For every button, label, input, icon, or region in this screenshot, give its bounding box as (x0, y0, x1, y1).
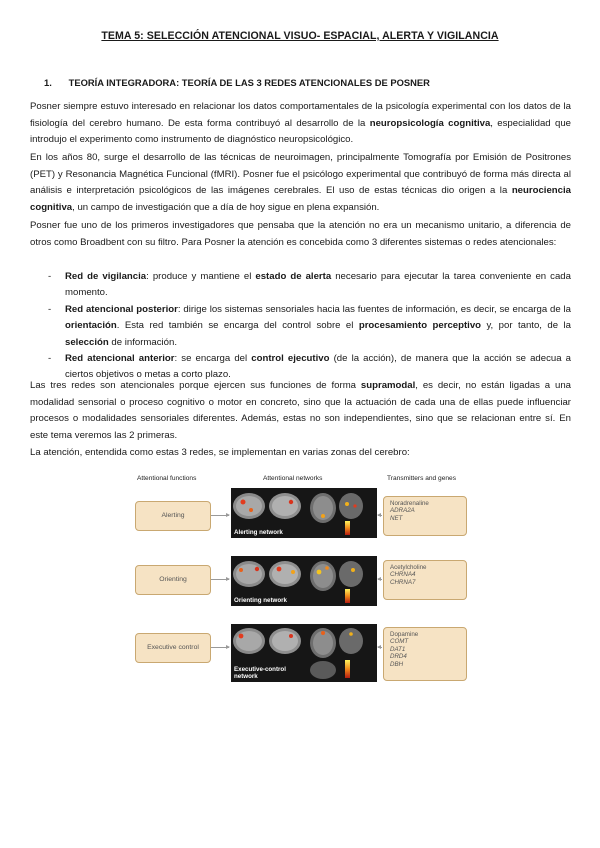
transmitter-label: Dopamine (390, 631, 419, 638)
gene-label: DRD4 (390, 653, 407, 661)
b3-bold: control ejecutivo (251, 353, 330, 365)
gene-label: CHRNA4 (390, 571, 416, 579)
arrow-right (211, 647, 229, 648)
p2-text-end: , un campo de investigación que a día de hoy sigue en plena expansión. (72, 201, 380, 213)
function-box-alerting: Alerting (135, 501, 211, 531)
gene-label: DAT1 (390, 645, 406, 653)
b2-bold-3: selección (65, 336, 109, 348)
list-dash: - (48, 353, 52, 365)
function-box-orienting: Orienting (135, 565, 211, 595)
p4-text: Las tres redes son atencionales porque ejercen sus funciones de forma (30, 380, 361, 391)
arrow-left (378, 579, 382, 580)
list-dash: - (48, 271, 52, 282)
network-label: Alerting network (234, 529, 283, 536)
arrow-left (378, 515, 382, 516)
function-box-executive: Executive control (135, 633, 211, 663)
b2-bold-1: orientación (65, 320, 117, 332)
page-title: TEMA 5: SELECCIÓN ATENCIONAL VISUO- ESPACIAL, ALERTA Y VIGILANCIA (101, 30, 499, 42)
b2-term: Red atencional posterior (65, 303, 178, 315)
list-dash: - (48, 303, 52, 315)
arrow-right (211, 515, 229, 516)
b3-term: Red atencional anterior (65, 353, 175, 365)
header-networks: Attentional networks (263, 475, 323, 482)
networks-list (30, 269, 571, 384)
p2-bold: neurociencia cognitiva (30, 185, 571, 213)
attention-networks-figure (127, 472, 473, 690)
b2-text: : dirige los sistemas sensoriales hacia las fuentes de información, es decir, se encarga de la (177, 303, 571, 315)
p1-text-end: , especialidad que introdujo el experimento como instrumento de diagnóstico neuropsicológico. (30, 117, 572, 146)
b2-text-2: . Esta red también se encarga del control sobre el (116, 320, 359, 332)
section-number: 1. (44, 77, 52, 88)
b3-text: : se encarga del (174, 353, 252, 365)
list-item-vigilance (30, 269, 571, 302)
gene-label: COMT (390, 638, 409, 646)
network-panel-orienting (231, 556, 377, 606)
paragraph-5: La atención, entendida como estas 3 redes, se implementan en varias zonas del cerebro: (30, 447, 410, 458)
p1-text: Posner siempre estuvo interesado en relacionar los datos comportamentales de la psicología experimental con los datos de la fisiología del cerebro humano. De esta forma contribuyó al desarrollo de la (30, 101, 571, 129)
b2-text-end: de información. (108, 336, 177, 348)
transmitters-box-alerting (383, 496, 467, 536)
b1-text-end: necesario para ejecutar la tarea conveniente en cada momento. (65, 271, 571, 299)
transmitter-label: Acetylcholine (390, 564, 427, 571)
arrow-right (211, 579, 229, 580)
p4-bold: supramodal (360, 380, 416, 391)
network-label: Executive-control network (234, 666, 286, 680)
network-panel-executive (231, 624, 377, 682)
transmitters-box-executive (383, 627, 467, 681)
header-functions: Attentional functions (137, 475, 197, 482)
paragraph-1 (30, 99, 571, 149)
transmitters-box-orienting (383, 560, 467, 600)
gene-label: CHRNA7 (390, 578, 416, 586)
p1-bold: neuropsicología cognitiva (369, 117, 491, 129)
arrow-left (378, 647, 382, 648)
gene-label: ADRA2A (390, 507, 415, 515)
paragraph-3: Posner fue uno de los primeros investigadores que pensaba que la atención no era un mecanismo unitario, a diferencia de otros como Broadbent con su filtro. Para Posner la atención es concebida como 3 diferentes sistemas o redes atencionales: (30, 220, 571, 248)
paragraph-2 (30, 150, 571, 216)
list-item-posterior (30, 302, 571, 351)
b3-text-end: (de la acción), de manera que la acción se adecua a ciertos objetivos o metas a corto plazo. (65, 353, 572, 381)
header-transmitters: Transmitters and genes (387, 475, 457, 482)
paragraph-4 (30, 378, 571, 444)
b1-bold: estado de alerta (255, 271, 332, 282)
b2-text-3: y, por tanto, de la (481, 320, 571, 332)
b1-text: : produce y mantiene el (146, 271, 256, 282)
transmitter-label: Noradrenaline (390, 500, 429, 507)
p4-text-end: , es decir, no están ligadas a una modalidad sensorial o proceso cognitivo o motor en concreto, sino que la actuación de cada una de ellas puede influenciar procesos o modalidades sensoriales diferentes. Además, estas no son independientes, sino que se relacionan entre sí. En este tema veremos las 2 primeras. (30, 380, 571, 441)
b1-term: Red de vigilancia (65, 271, 147, 282)
p2-text: En los años 80, surge el desarrollo de las técnicas de neuroimagen, principalmente Tomografía por Emisión de Positrones (PET) y Resonancia Magnética Funcional (fMRI). Posner fue el psicólogo experimental que contribuyó de forma más directa al análisis e interpretación psicológicos de las imágenes cerebrales. El uso de estas técnicas dio origen a la (30, 152, 571, 197)
gene-label: DBH (390, 660, 404, 668)
gene-label: NET (390, 514, 403, 522)
section-title: TEORÍA INTEGRADORA: TEORÍA DE LAS 3 REDES ATENCIONALES DE POSNER (68, 77, 430, 88)
network-label: Orienting network (234, 597, 287, 604)
section-heading (30, 77, 430, 88)
network-panel-alerting (231, 488, 377, 538)
b2-bold-2: procesamiento perceptivo (358, 320, 482, 332)
